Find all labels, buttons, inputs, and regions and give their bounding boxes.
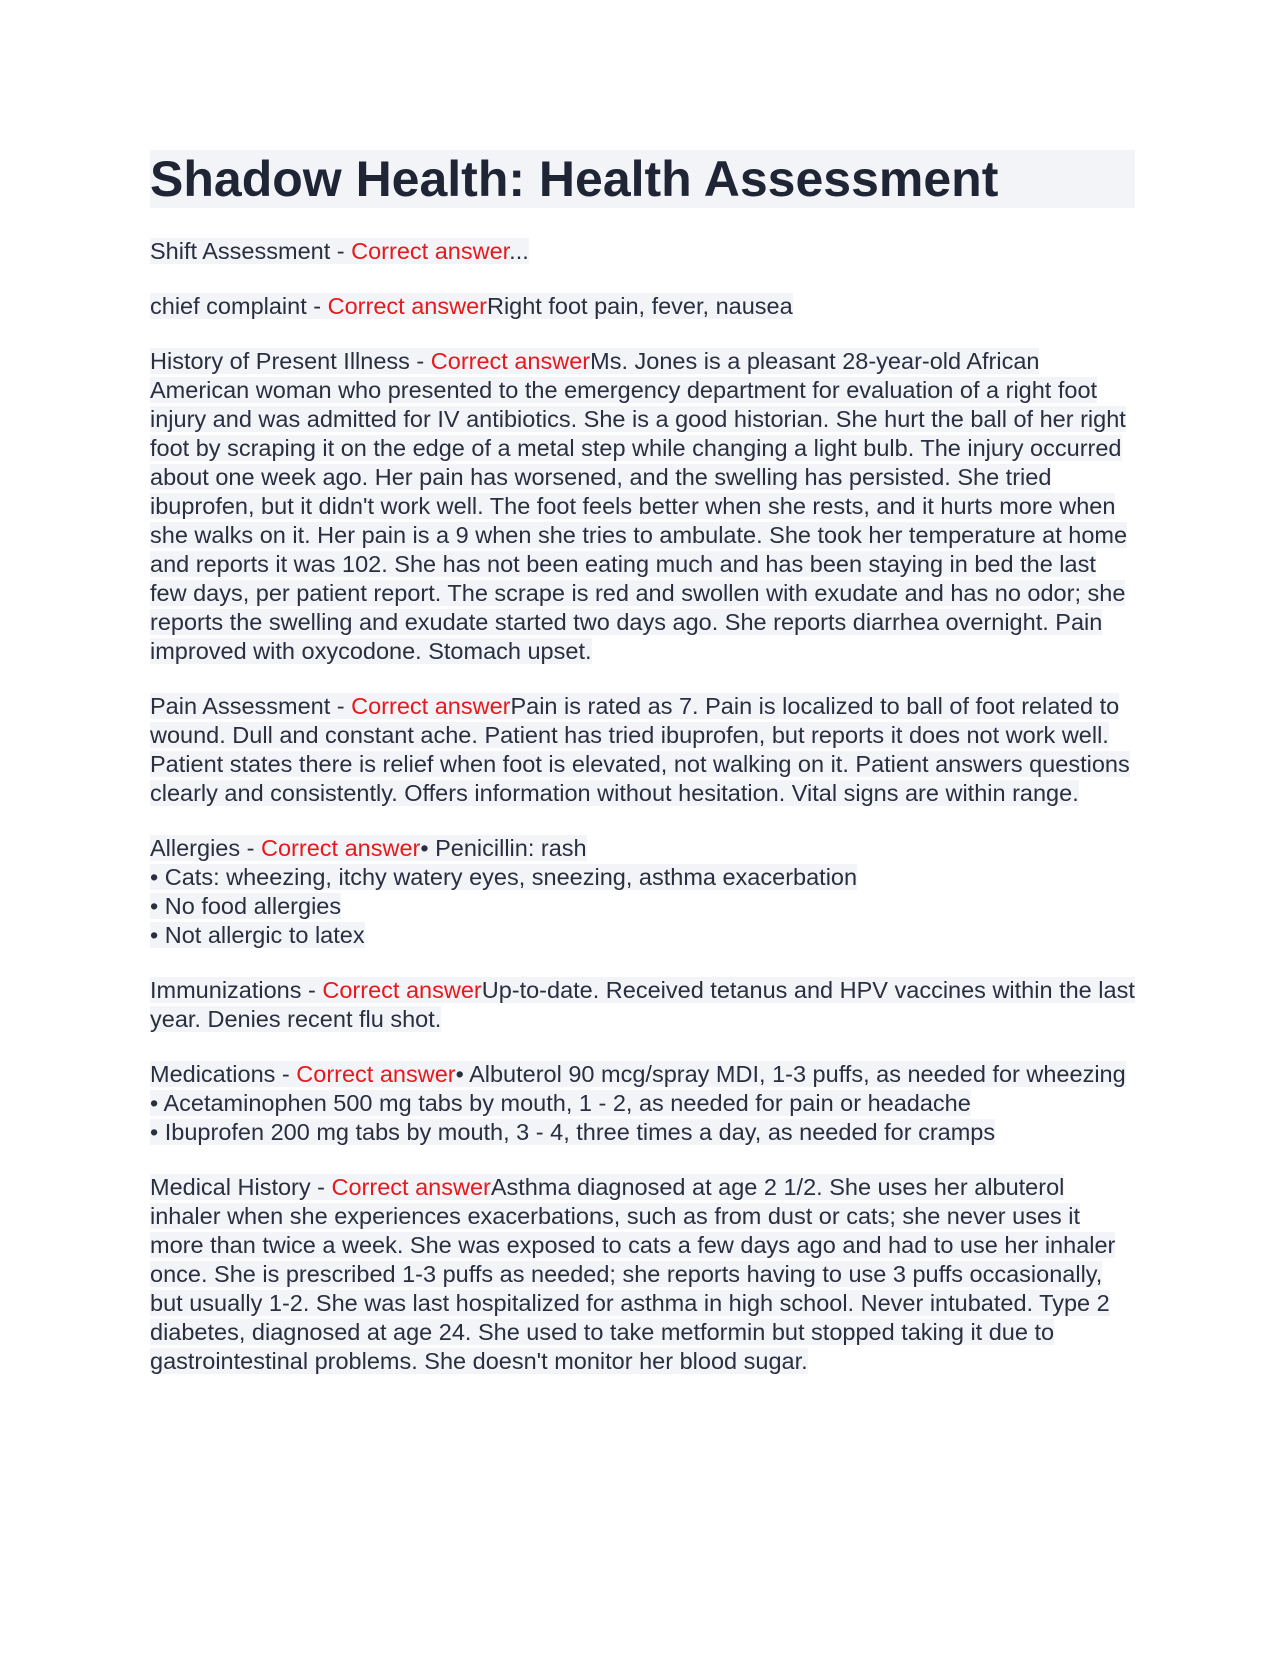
answer-list-item-text: • Acetaminophen 500 mg tabs by mouth, 1 - 2, as needed for pain or headache: [150, 1090, 971, 1116]
question-label: Shift Assessment -: [150, 238, 352, 264]
qa-entry: [150, 834, 1135, 950]
correct-answer-label: Correct answer: [331, 1174, 491, 1200]
qa-entry-text: [150, 348, 1127, 664]
question-label: Immunizations -: [150, 977, 323, 1003]
qa-entry: [150, 692, 1135, 808]
correct-answer-label: Correct answer: [351, 238, 510, 264]
answer-list-item-text: • No food allergies: [150, 893, 342, 919]
qa-entry-text: [150, 238, 529, 264]
answer-list-item: [150, 921, 1135, 950]
correct-answer-label: Correct answer: [327, 293, 487, 319]
document-title: Shadow Health: Health Assessment: [150, 150, 1135, 208]
answer-text: Asthma diagnosed at age 2 1/2. She uses her albuterol inhaler when she experiences exacerbations, such as from dust or cats; she never uses it more than twice a week. She was exposed to cats a few days ago and had to use her inhaler once. She is prescribed 1-3 puffs as needed; she reports having to use 3 puffs occasionally, but usually 1-2. She was last hospitalized for asthma in high school. Never intubated. Type 2 diabetes, diagnosed at age 24. She used to take metformin but stopped taking it due to gastrointestinal problems. She doesn't monitor her blood sugar.: [150, 1174, 1116, 1374]
qa-entry: [150, 1060, 1135, 1147]
answer-text: Right foot pain, fever, nausea: [486, 293, 793, 319]
question-label: Medications -: [150, 1061, 297, 1087]
qa-entry-text: [150, 835, 587, 861]
answer-list-item-text: • Cats: wheezing, itchy watery eyes, sneezing, asthma exacerbation: [150, 864, 858, 890]
answer-list-item: [150, 892, 1135, 921]
question-label: Pain Assessment -: [150, 693, 352, 719]
correct-answer-label: Correct answer: [296, 1061, 456, 1087]
answer-text: Ms. Jones is a pleasant 28-year-old African American woman who presented to the emergency department for evaluation of a right foot injury and was admitted for IV antibiotics. She is a good historian. She hurt the ball of her right foot by scraping it on the edge of a metal step while changing a light bulb. The injury occurred about one week ago. Her pain has worsened, and the swelling has persisted. She tried ibuprofen, but it didn't work well. The foot feels better when she rests, and it hurts more when she walks on it. Her pain is a 9 when she tries to ambulate. She took her temperature at home and reports it was 102. She has not been eating much and has been staying in bed the last few days, per patient report. The scrape is red and swollen with exudate and has no odor; she reports the swelling and exudate started two days ago. She reports diarrhea overnight. Pain improved with oxycodone. Stomach upset.: [150, 348, 1128, 664]
qa-entry-text: [150, 977, 1135, 1032]
qa-entry-text: [150, 1174, 1115, 1374]
document-page: [150, 150, 1135, 1376]
answer-list-item: [150, 1118, 1135, 1147]
answer-list-item: [150, 1089, 1135, 1118]
answer-text: • Albuterol 90 mcg/spray MDI, 1-3 puffs, as needed for wheezing: [455, 1061, 1126, 1087]
qa-entry: [150, 237, 1135, 266]
answer-list-item: [150, 863, 1135, 892]
answer-text: ...: [509, 238, 529, 264]
qa-entry: [150, 292, 1135, 321]
qa-entry: [150, 1173, 1135, 1376]
correct-answer-label: Correct answer: [322, 977, 482, 1003]
qa-section-list: [150, 237, 1135, 1376]
qa-entry-text: [150, 693, 1130, 806]
answer-list-item-text: • Ibuprofen 200 mg tabs by mouth, 3 - 4, three times a day, as needed for cramps: [150, 1119, 996, 1145]
question-label: History of Present Illness -: [150, 348, 431, 374]
correct-answer-label: Correct answer: [261, 835, 421, 861]
question-label: Allergies -: [150, 835, 262, 861]
qa-entry: [150, 347, 1135, 666]
question-label: Medical History -: [150, 1174, 332, 1200]
question-label: chief complaint -: [150, 293, 328, 319]
correct-answer-label: Correct answer: [430, 348, 591, 374]
qa-entry-text: [150, 293, 793, 319]
correct-answer-label: Correct answer: [351, 693, 511, 719]
qa-entry: [150, 976, 1135, 1034]
answer-text: Pain is rated as 7. Pain is localized to ball of foot related to wound. Dull and constant ache. Patient has tried ibuprofen, but reports it does not work well. Patient states there is relief when foot is elevated, not walking on it. Patient answers questions clearly and consistently. Offers information without hesitation. Vital signs are within range.: [150, 693, 1130, 806]
answer-text: • Penicillin: rash: [420, 835, 587, 861]
answer-text: Up-to-date. Received tetanus and HPV vaccines within the last year. Denies recent flu shot.: [150, 977, 1135, 1032]
answer-list-item-text: • Not allergic to latex: [150, 922, 365, 948]
qa-entry-text: [150, 1061, 1126, 1087]
